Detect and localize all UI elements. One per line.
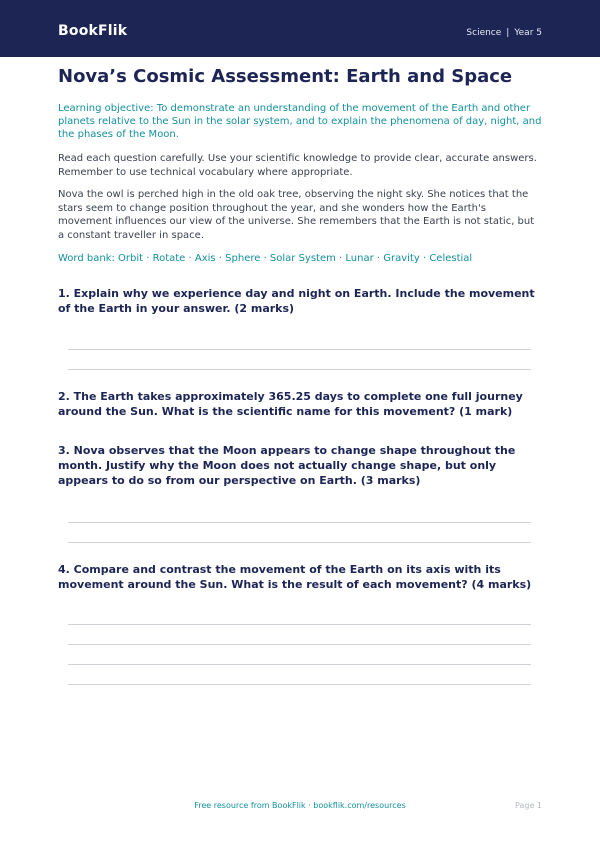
answer-line[interactable]: [68, 624, 531, 625]
question-4: 4. Compare and contrast the movement of the Earth on its axis with its movement around the Sun. What is the result of each movement? (4 marks): [58, 563, 532, 591]
answer-lines-3: [68, 522, 531, 543]
footer-resource-link[interactable]: Free resource from BookFlik · bookflik.com/resources: [194, 801, 406, 810]
answer-line[interactable]: [68, 369, 531, 370]
subject-label: Science: [466, 28, 502, 38]
answer-line[interactable]: [68, 644, 531, 645]
answer-line[interactable]: [68, 542, 531, 543]
answer-lines-1: [68, 349, 531, 370]
meta-separator: |: [506, 28, 510, 38]
page-header: [0, 0, 600, 57]
question-1: 1. Explain why we experience day and night on Earth. Include the movement of the Earth in your answer. (2 marks): [58, 287, 535, 315]
subject-year-meta: [466, 28, 542, 38]
question-2: 2. The Earth takes approximately 365.25 days to complete one full journey around the Sun. What is the scientific name for this movement? (1 mark): [58, 390, 523, 418]
answer-lines-4: [68, 624, 531, 685]
answer-line[interactable]: [68, 349, 531, 350]
learning-objective: Learning objective: To demonstrate an understanding of the movement of the Earth and other planets relative to the Sun in the solar system, and to explain the phenomena of day, night, and the phases of the Moon.: [58, 103, 542, 140]
instructions-paragraph: Read each question carefully. Use your scientific knowledge to provide clear, accurate answers. Remember to use technical vocabulary where appropriate.: [58, 153, 537, 178]
year-label: Year 5: [514, 28, 542, 38]
question-3: 3. Nova observes that the Moon appears to change shape throughout the month. Justify why the Moon does not actually change shape, but only appears to do so from our perspective on Earth. (3 marks): [58, 444, 516, 487]
story-paragraph: Nova the owl is perched high in the old oak tree, observing the night sky. She notices that the stars seem to change position throughout the year, and she wonders how the Earth's movement influences our view of the universe. She remembers that the Earth is not static, but a constant traveller in space.: [58, 189, 535, 241]
worksheet-content: [58, 66, 543, 704]
answer-line[interactable]: [68, 684, 531, 685]
word-bank: Word bank: Orbit · Rotate · Axis · Sphere · Solar System · Lunar · Gravity · Celestial: [58, 253, 473, 264]
page-number: Page 1: [515, 801, 542, 810]
page-title: Nova’s Cosmic Assessment: Earth and Space: [58, 66, 513, 87]
answer-line[interactable]: [68, 522, 531, 523]
brand-logo-text: BookFlik: [58, 23, 128, 39]
answer-line[interactable]: [68, 664, 531, 665]
